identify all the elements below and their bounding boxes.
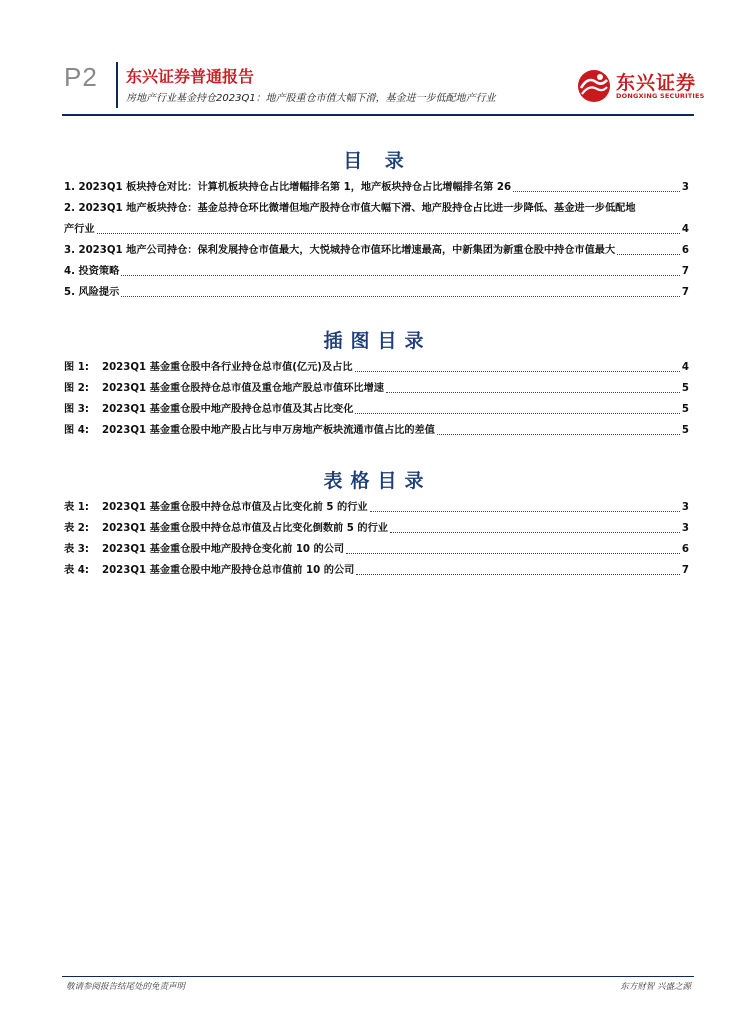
figure-number: 图 3: xyxy=(64,404,89,415)
table-label: 2023Q1 基金重仓股中持仓总市值及占比变化倒数前 5 的行业 xyxy=(102,523,388,534)
toc-leader xyxy=(355,371,680,372)
toc-item-label: 2. 2023Q1 地产板块持仓：基金总持仓环比微增但地产股持仓市值大幅下滑、地产股持仓占比进一步降低、基金进一步低配地 xyxy=(64,203,636,214)
tables-title: 表格目录 xyxy=(323,470,432,492)
table-number: 表 1: xyxy=(64,502,89,513)
toc-item[interactable] xyxy=(64,261,689,282)
toc-leader xyxy=(121,275,680,276)
dongxing-logo-icon xyxy=(576,68,612,104)
toc-leader xyxy=(437,434,680,435)
tables-list xyxy=(64,497,689,581)
toc-leader xyxy=(370,511,680,512)
table-item[interactable] xyxy=(64,518,689,539)
figure-item[interactable] xyxy=(64,378,689,399)
figures-title: 插图目录 xyxy=(323,330,432,352)
toc-item[interactable] xyxy=(64,177,689,198)
report-type: 东兴证券普通报告 xyxy=(126,67,255,86)
toc-item[interactable] xyxy=(64,240,689,261)
figure-page: 5 xyxy=(681,404,689,415)
toc-item-label: 1. 2023Q1 板块持仓对比：计算机板块持仓占比增幅排名第 1，地产板块持仓占比增幅排名第 26 xyxy=(64,182,512,193)
figure-number: 图 2: xyxy=(64,383,89,394)
footer-slogan: 东方财智 兴盛之源 xyxy=(620,982,691,992)
figure-label: 2023Q1 基金重仓股持仓总市值及重仓地产股总市值环比增速 xyxy=(102,383,384,394)
page-number: P2 xyxy=(64,62,98,92)
toc-leader xyxy=(355,413,680,414)
table-page: 3 xyxy=(681,523,689,534)
toc-item-page: 7 xyxy=(681,266,689,277)
page-header xyxy=(0,0,755,120)
toc-leader xyxy=(390,532,680,533)
figure-page: 5 xyxy=(681,383,689,394)
toc-leader xyxy=(356,574,680,575)
table-item[interactable] xyxy=(64,560,689,581)
toc-item-label: 5. 风险提示 xyxy=(64,287,120,298)
toc-item-page: 6 xyxy=(681,245,689,256)
toc-leader xyxy=(386,392,680,393)
table-number: 表 2: xyxy=(64,523,89,534)
table-page: 3 xyxy=(681,502,689,513)
toc-item-continuation[interactable] xyxy=(64,219,689,240)
figure-page: 4 xyxy=(681,362,689,373)
header-rule xyxy=(62,114,694,116)
footer-disclaimer: 敬请参阅报告结尾处的免责声明 xyxy=(66,982,186,992)
figures-list xyxy=(64,357,689,441)
table-label: 2023Q1 基金重仓股中地产股持仓总市值前 10 的公司 xyxy=(102,565,355,576)
toc-item-page: 4 xyxy=(681,224,689,235)
figure-label: 2023Q1 基金重仓股中地产股占比与申万房地产板块流通市值占比的差值 xyxy=(102,425,435,436)
toc-item-page: 7 xyxy=(681,287,689,298)
table-page: 6 xyxy=(681,544,689,555)
figure-number: 图 1: xyxy=(64,362,89,373)
header-divider xyxy=(116,62,118,108)
footer-rule xyxy=(62,976,694,977)
toc-leader xyxy=(513,191,680,192)
toc-item-label: 3. 2023Q1 地产公司持仓：保利发展持仓市值最大，大悦城持仓市值环比增速最高，中新集团为新重仓股中持仓市值最大 xyxy=(64,245,616,256)
toc-item[interactable] xyxy=(64,198,689,219)
toc-list xyxy=(64,177,689,303)
figure-page: 5 xyxy=(681,425,689,436)
toc-leader xyxy=(346,553,680,554)
report-subtitle: 房地产行业基金持仓2023Q1：地产股重仓市值大幅下滑，基金进一步低配地产行业 xyxy=(126,93,496,104)
figure-item[interactable] xyxy=(64,420,689,441)
toc-item-label-cont: 产行业 xyxy=(64,224,95,235)
figure-label: 2023Q1 基金重仓股中地产股持仓总市值及其占比变化 xyxy=(102,404,354,415)
toc-item-label: 4. 投资策略 xyxy=(64,266,120,277)
table-item[interactable] xyxy=(64,497,689,518)
table-label: 2023Q1 基金重仓股中持仓总市值及占比变化前 5 的行业 xyxy=(102,502,368,513)
figure-item[interactable] xyxy=(64,399,689,420)
figure-label: 2023Q1 基金重仓股中各行业持仓总市值(亿元)及占比 xyxy=(102,362,353,373)
table-label: 2023Q1 基金重仓股中地产股持仓变化前 10 的公司 xyxy=(102,544,345,555)
table-number: 表 4: xyxy=(64,565,89,576)
dongxing-logo xyxy=(576,66,706,106)
toc-leader xyxy=(617,254,680,255)
toc-leader xyxy=(121,296,680,297)
table-page: 7 xyxy=(681,565,689,576)
toc-item[interactable] xyxy=(64,282,689,303)
figure-item[interactable] xyxy=(64,357,689,378)
toc-item-page: 3 xyxy=(681,182,689,193)
table-item[interactable] xyxy=(64,539,689,560)
logo-text: 东兴证券 xyxy=(616,72,697,94)
figure-number: 图 4: xyxy=(64,425,89,436)
table-number: 表 3: xyxy=(64,544,89,555)
logo-english: DONGXING SECURITIES xyxy=(616,92,705,100)
toc-title: 目 录 xyxy=(343,150,412,172)
toc-leader xyxy=(97,233,680,234)
